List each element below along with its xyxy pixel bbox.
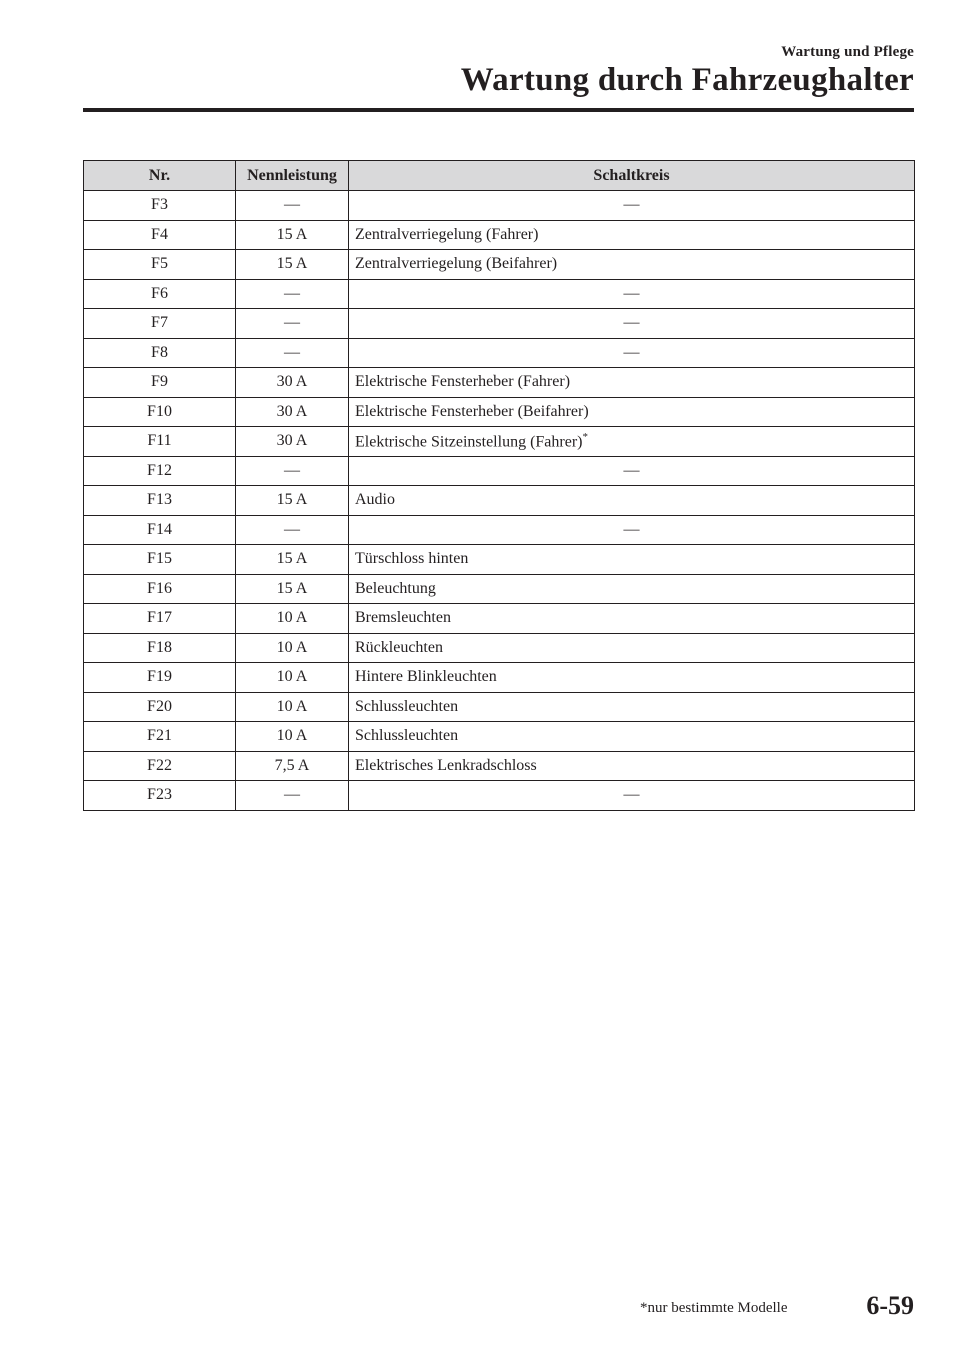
table-row	[84, 427, 915, 457]
fuse-circuit-cell	[349, 633, 915, 663]
fuse-rating-cell: ―	[236, 781, 349, 811]
fuse-rating-cell: 15 A	[236, 220, 349, 250]
fuse-circuit-cell	[349, 604, 915, 634]
fuse-rating-cell: 10 A	[236, 663, 349, 693]
fuse-circuit-label: ―	[623, 343, 640, 361]
fuse-rating-cell: ―	[236, 456, 349, 486]
fuse-rating-cell: ―	[236, 309, 349, 339]
fuse-number-cell: F10	[84, 397, 236, 427]
column-header-rating: Nennleistung	[236, 161, 349, 191]
fuse-rating-cell: 15 A	[236, 250, 349, 280]
fuse-circuit-label: Elektrische Fensterheber (Fahrer)	[355, 373, 571, 391]
fuse-rating-cell: 30 A	[236, 368, 349, 398]
fuse-number-cell: F22	[84, 751, 236, 781]
fuse-circuit-label: Türschloss hinten	[355, 550, 469, 568]
fuse-circuit-cell	[349, 220, 915, 250]
fuse-number-cell: F21	[84, 722, 236, 752]
fuse-circuit-label: Elektrisches Lenkradschloss	[355, 756, 537, 774]
fuse-number-cell: F15	[84, 545, 236, 575]
fuse-circuit-cell	[349, 397, 915, 427]
fuse-circuit-label: Bremsleuchten	[355, 609, 451, 627]
fuse-circuit-cell	[349, 515, 915, 545]
fuse-circuit-cell	[349, 663, 915, 693]
fuse-number-cell: F14	[84, 515, 236, 545]
fuse-rating-cell: 7,5 A	[236, 751, 349, 781]
fuse-circuit-cell	[349, 250, 915, 280]
table-row	[84, 309, 915, 339]
table-row	[84, 781, 915, 811]
table-row	[84, 220, 915, 250]
fuse-circuit-cell	[349, 781, 915, 811]
fuse-table	[83, 160, 915, 811]
fuse-number-cell: F11	[84, 427, 236, 457]
fuse-number-cell: F8	[84, 338, 236, 368]
table-row	[84, 722, 915, 752]
fuse-circuit-label: Elektrische Sitzeinstellung (Fahrer)	[355, 433, 583, 451]
table-row	[84, 456, 915, 486]
fuse-rating-cell: 30 A	[236, 397, 349, 427]
fuse-rating-cell: 10 A	[236, 692, 349, 722]
table-row	[84, 191, 915, 221]
fuse-circuit-cell	[349, 486, 915, 516]
fuse-circuit-label: ―	[623, 314, 640, 332]
fuse-circuit-label: Audio	[355, 491, 395, 509]
table-row	[84, 397, 915, 427]
column-header-nr: Nr.	[84, 161, 236, 191]
fuse-circuit-cell	[349, 309, 915, 339]
fuse-number-cell: F5	[84, 250, 236, 280]
table-row	[84, 663, 915, 693]
fuse-rating-cell: 15 A	[236, 545, 349, 575]
table-row	[84, 545, 915, 575]
fuse-circuit-label: ―	[623, 520, 640, 538]
fuse-circuit-cell	[349, 722, 915, 752]
fuse-rating-cell: 15 A	[236, 574, 349, 604]
fuse-circuit-cell	[349, 751, 915, 781]
column-header-circuit: Schaltkreis	[349, 161, 915, 191]
fuse-rating-cell: 10 A	[236, 633, 349, 663]
fuse-circuit-label: Rückleuchten	[355, 638, 443, 656]
fuse-circuit-cell	[349, 427, 915, 457]
fuse-circuit-cell	[349, 692, 915, 722]
fuse-number-cell: F16	[84, 574, 236, 604]
table-row	[84, 633, 915, 663]
fuse-number-cell: F3	[84, 191, 236, 221]
fuse-circuit-label: Hintere Blinkleuchten	[355, 668, 497, 686]
fuse-rating-cell: 15 A	[236, 486, 349, 516]
fuse-number-cell: F23	[84, 781, 236, 811]
table-row	[84, 515, 915, 545]
section-label: Wartung und Pflege	[781, 44, 914, 60]
fuse-circuit-cell	[349, 338, 915, 368]
fuse-rating-cell: 10 A	[236, 604, 349, 634]
fuse-circuit-label: ―	[623, 786, 640, 804]
table-row	[84, 250, 915, 280]
header-divider	[83, 108, 914, 112]
table-row	[84, 574, 915, 604]
fuse-circuit-cell	[349, 574, 915, 604]
fuse-circuit-cell	[349, 279, 915, 309]
table-row	[84, 486, 915, 516]
fuse-number-cell: F6	[84, 279, 236, 309]
table-row	[84, 692, 915, 722]
fuse-circuit-label: Schlussleuchten	[355, 727, 459, 745]
fuse-rating-cell: ―	[236, 515, 349, 545]
fuse-rating-cell: 30 A	[236, 427, 349, 457]
fuse-circuit-cell	[349, 545, 915, 575]
fuse-number-cell: F13	[84, 486, 236, 516]
fuse-circuit-cell	[349, 191, 915, 221]
fuse-circuit-label: Zentralverriegelung (Beifahrer)	[355, 255, 558, 273]
fuse-circuit-label: ―	[623, 284, 640, 302]
table-row	[84, 279, 915, 309]
fuse-number-cell: F7	[84, 309, 236, 339]
table-row	[84, 338, 915, 368]
footnote: *nur bestimmte Modelle	[640, 1300, 788, 1316]
fuse-number-cell: F9	[84, 368, 236, 398]
page-title: Wartung durch Fahrzeughalter	[460, 62, 914, 98]
fuse-number-cell: F12	[84, 456, 236, 486]
table-row	[84, 751, 915, 781]
fuse-rating-cell: ―	[236, 338, 349, 368]
fuse-circuit-label: Beleuchtung	[355, 579, 436, 597]
fuse-table-body	[84, 191, 915, 811]
fuse-rating-cell: ―	[236, 191, 349, 221]
fuse-number-cell: F17	[84, 604, 236, 634]
fuse-circuit-label: Schlussleuchten	[355, 697, 459, 715]
fuse-number-cell: F4	[84, 220, 236, 250]
fuse-number-cell: F19	[84, 663, 236, 693]
fuse-circuit-cell	[349, 456, 915, 486]
fuse-circuit-label: ―	[623, 461, 640, 479]
optional-equipment-marker: *	[582, 431, 588, 444]
fuse-circuit-cell	[349, 368, 915, 398]
table-row	[84, 368, 915, 398]
fuse-number-cell: F18	[84, 633, 236, 663]
fuse-number-cell: F20	[84, 692, 236, 722]
table-row	[84, 604, 915, 634]
fuse-rating-cell: ―	[236, 279, 349, 309]
table-header-row	[84, 161, 915, 191]
fuse-circuit-label: Zentralverriegelung (Fahrer)	[355, 225, 539, 243]
page-number: 6-59	[866, 1291, 914, 1320]
fuse-rating-cell: 10 A	[236, 722, 349, 752]
fuse-circuit-label: Elektrische Fensterheber (Beifahrer)	[355, 402, 589, 420]
fuse-circuit-label: ―	[623, 196, 640, 214]
